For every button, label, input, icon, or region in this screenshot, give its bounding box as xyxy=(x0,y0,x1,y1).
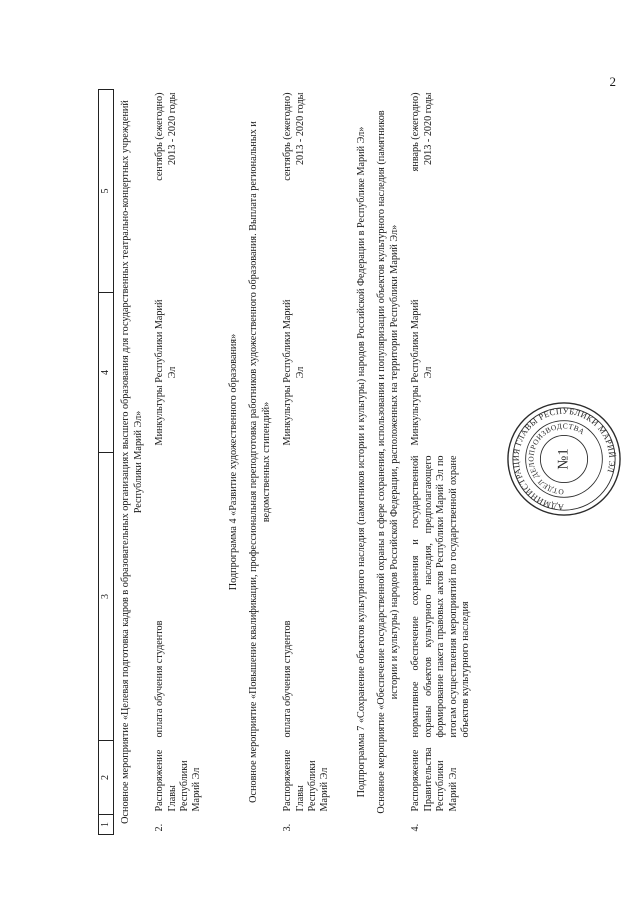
row-responsible: Минкультуры Республики Марий Эл xyxy=(154,299,178,446)
row-term-month: январь (ежегодно) xyxy=(410,92,422,172)
row-term-month: сентябрь (ежегодно) xyxy=(154,92,166,181)
row-term xyxy=(276,90,342,293)
row-measure: нормативное обеспечение сохранения и государственной охраны объектов культурного наследия, предполагающего формирование пакета правовых актов Республики Марий Эл по итогам осуществления мероприятий по государственной охране объектов культурного наследия xyxy=(410,455,471,738)
subprogram-7-header xyxy=(342,90,370,835)
page-number: 2 xyxy=(609,74,616,89)
col-num-1: 1 xyxy=(99,815,114,835)
row-measure: оплата обучения студентов xyxy=(282,620,294,738)
row-term-years: 2013 - 2020 годы xyxy=(294,92,306,166)
column-numbers-row xyxy=(99,90,114,835)
subprogram-4-header xyxy=(214,90,242,835)
section-header-a xyxy=(114,90,148,835)
section-title-c: Основное мероприятие «Обеспечение государственной охраны в сфере сохранения, использования и популяризации объектов культурного наследия (памятников истории и культуры) народов Российской Федерации, расположенных на территории Республики Марий Эл» xyxy=(376,110,400,814)
row-term-month: сентябрь (ежегодно) xyxy=(282,92,294,181)
row-responsible: Минкультуры Республики Марий Эл xyxy=(282,299,306,446)
stamp-number: №1 xyxy=(555,448,572,470)
subprogram-7-title: Подпрограмма 7 «Сохранение объектов культурного наследия (памятников истории и культуры) народов Российской Федерации в Республике Марий Эл» xyxy=(355,126,367,798)
table-row-2 xyxy=(148,90,214,835)
section-title-b: Основное мероприятие «Повышение квалификации, профессиональная переподготовка работников художественного образования. Выплата региональных и ведомственных стипендий» xyxy=(248,121,272,803)
table-row-4 xyxy=(404,90,482,835)
stamp-inner-text: ОТДЕЛ ДЕЛОПРОИЗВОДСТВА xyxy=(526,421,587,497)
row-num: 2. xyxy=(154,823,166,832)
section-title-a: Основное мероприятие «Целевая подготовка кадров в образовательных организациях высшего образования для государственных театрально-концертных учреждений Республики Марий Эл» xyxy=(120,100,144,824)
row-document: Распоряжение Главы Республики Марий Эл xyxy=(154,749,203,812)
row-num: 3. xyxy=(282,823,294,832)
row-document: Распоряжение Правительства Республики Марий Эл xyxy=(410,747,459,812)
col-num-5: 5 xyxy=(99,90,114,293)
plan-table xyxy=(98,89,482,835)
official-stamp xyxy=(505,400,623,518)
stamp-seal xyxy=(505,400,623,518)
subprogram-4-title: Подпрограмма 4 «Развитие художественного образования» xyxy=(227,333,239,591)
row-term xyxy=(404,90,482,293)
row-term-years: 2013 - 2020 годы xyxy=(166,92,178,166)
rotated-table-block xyxy=(98,90,544,835)
row-term xyxy=(148,90,214,293)
stamp-outer-text: АДМИНИСТРАЦИЯ ГЛАВЫ РЕСПУБЛИКИ МАРИЙ ЭЛ xyxy=(510,405,618,513)
row-measure: оплата обучения студентов xyxy=(154,620,166,738)
row-document: Распоряжение Главы Республики Марий Эл xyxy=(282,749,331,812)
row-responsible: Минкультуры Республики Марий Эл xyxy=(410,299,434,446)
table-row-3 xyxy=(276,90,342,835)
col-num-3: 3 xyxy=(99,453,114,741)
row-term-years: 2013 - 2020 годы xyxy=(422,92,434,166)
section-header-b xyxy=(242,90,276,835)
col-num-4: 4 xyxy=(99,293,114,453)
col-num-2: 2 xyxy=(99,741,114,815)
row-num: 4. xyxy=(410,823,422,832)
section-header-c xyxy=(370,90,404,835)
